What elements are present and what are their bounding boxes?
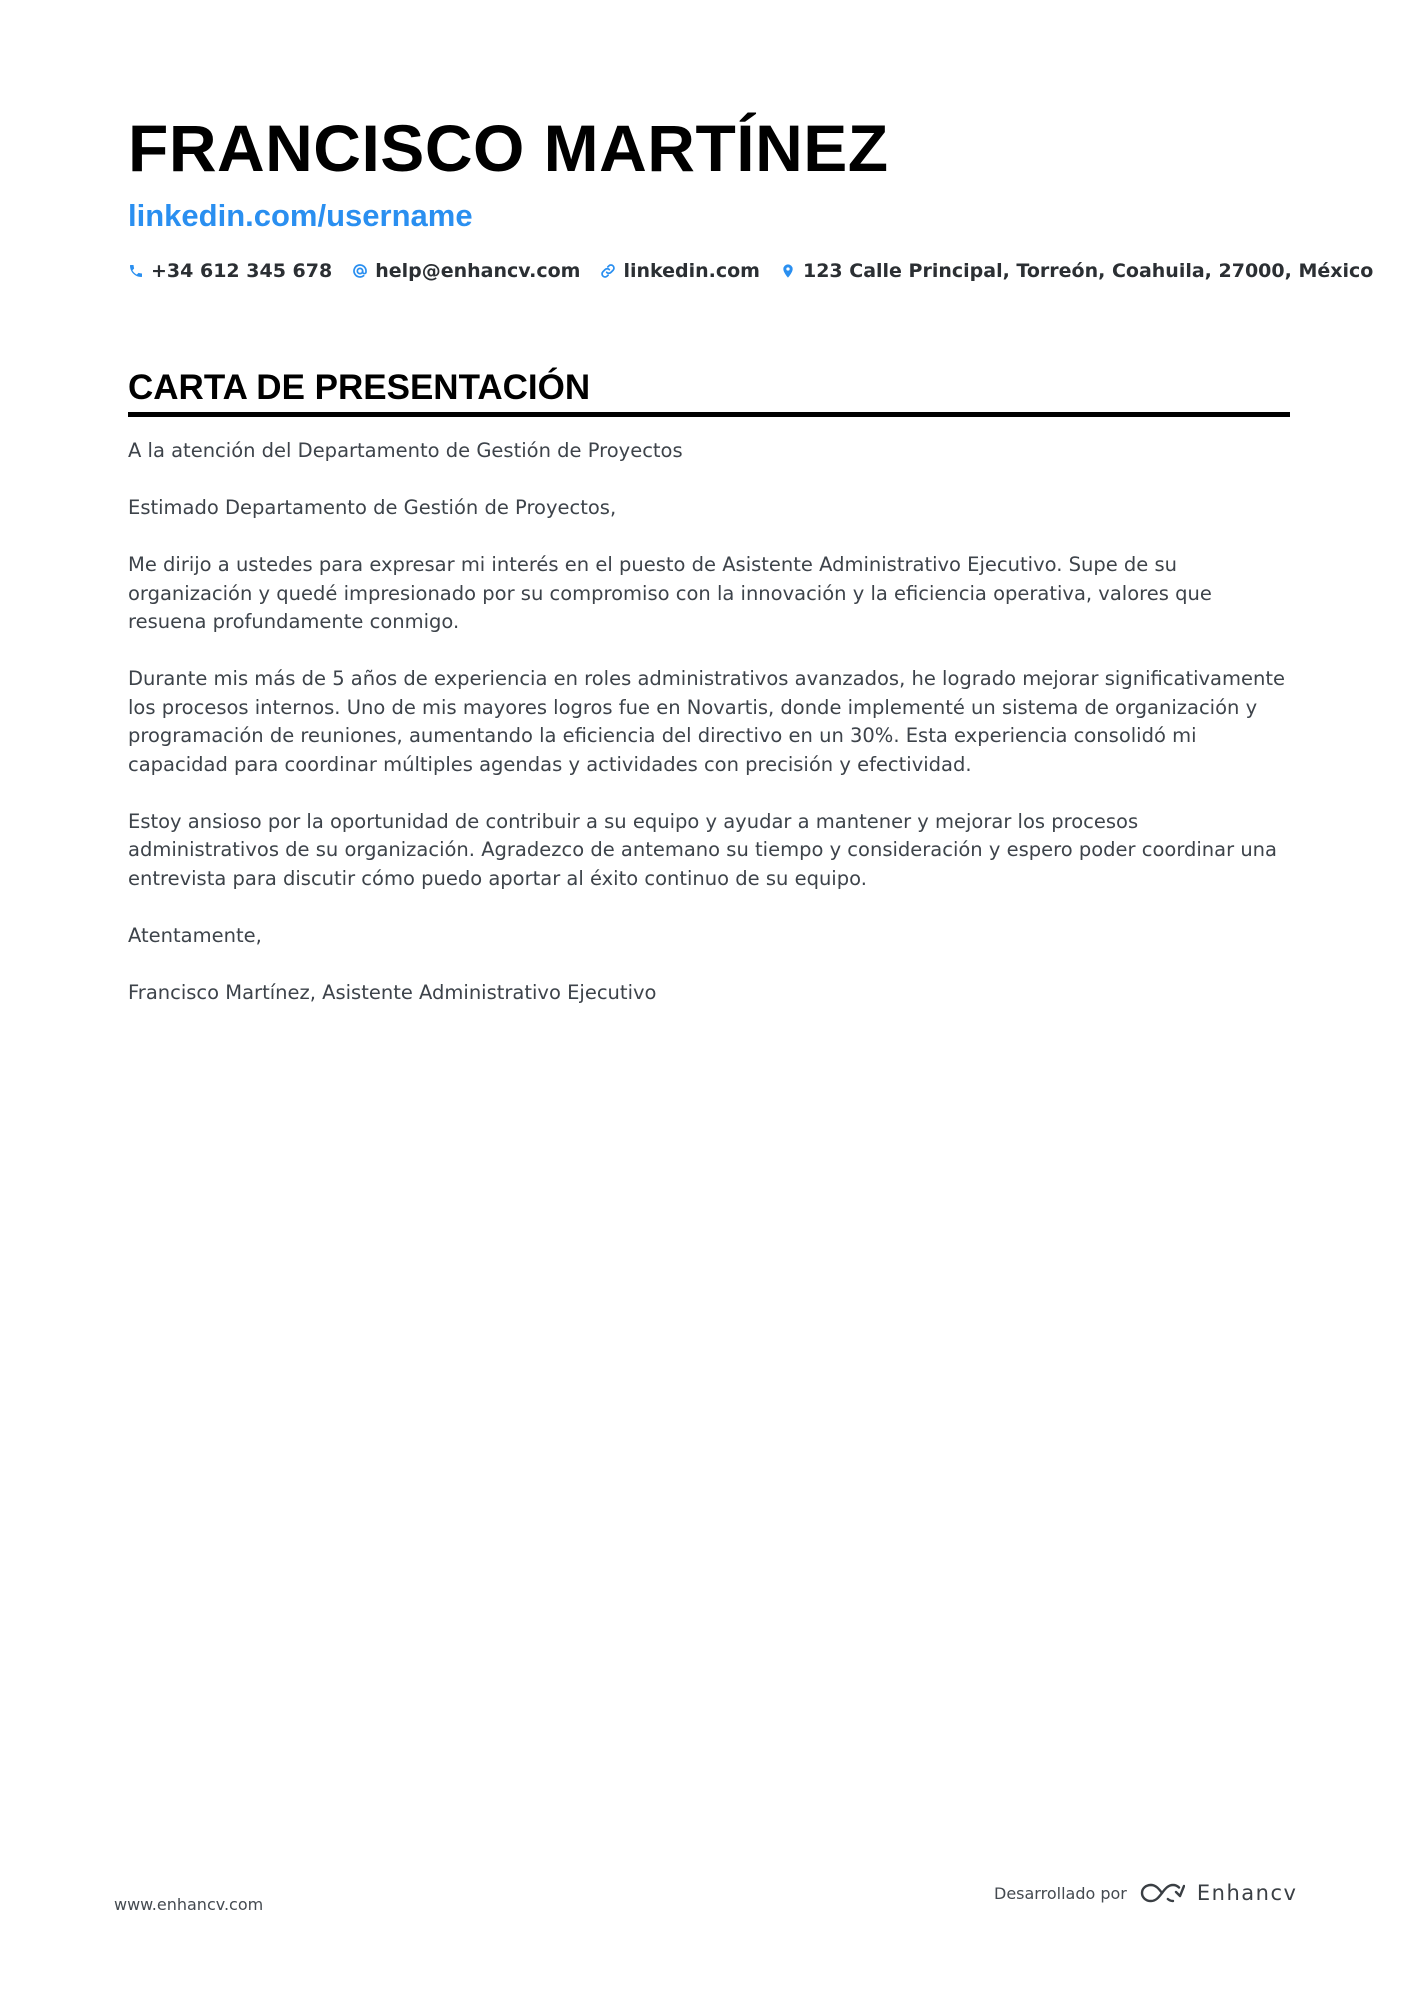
letter-body (128, 437, 1290, 1007)
at-icon (352, 263, 368, 279)
enhancv-logo-icon (1139, 1880, 1185, 1906)
letter-attention: A la atención del Departamento de Gestión de Proyectos (128, 439, 683, 462)
footer-website[interactable]: www.enhancv.com (114, 1895, 264, 1914)
contact-address (780, 260, 1373, 282)
phone-icon (128, 263, 144, 279)
contact-linkedin[interactable] (600, 260, 760, 282)
cover-letter-section (128, 366, 1290, 1036)
letter-closing: Atentamente, (128, 923, 262, 947)
applicant-name: FRANCISCO MARTÍNEZ (128, 111, 889, 185)
profile-link[interactable]: linkedin.com/username (128, 198, 473, 233)
contact-address-text: 123 Calle Principal, Torreón, Coahuila, 27000, México (802, 260, 1374, 282)
brand-logo[interactable] (1139, 1880, 1298, 1906)
brand-name: Enhancv (1196, 1881, 1298, 1905)
contact-linkedin-text: linkedin.com (623, 260, 760, 282)
letter-paragraph: Estoy ansioso por la oportunidad de contribuir a su equipo y ayudar a mantener y mejorar los procesos administrativos de su organización. Agradezco de antemano su tiempo y consideración y espero poder coordinar una entrevista para discutir cómo puedo aportar al éxito continuo de su equipo. (128, 809, 1277, 890)
letter-signature: Francisco Martínez, Asistente Administrativo Ejecutivo (128, 980, 657, 1004)
section-title: CARTA DE PRESENTACIÓN (128, 366, 1290, 417)
contact-phone[interactable] (128, 260, 332, 282)
location-pin-icon (780, 263, 796, 279)
header (128, 108, 1374, 282)
powered-by-label: Desarrollado por (994, 1883, 1127, 1903)
link-icon (600, 263, 616, 279)
letter-paragraph: Durante mis más de 5 años de experiencia en roles administrativos avanzados, he logrado mejorar significativamente los procesos internos. Uno de mis mayores logros fue en Novartis, donde implementé un sistema de organización y programación de reuniones, aumentando la eficiencia del directivo en un 30%. Esta experiencia consolidó mi capacidad para coordinar múltiples agendas y actividades con precisión y efectividad. (128, 667, 1285, 776)
contact-phone-text: +34 612 345 678 (151, 260, 333, 282)
contact-email[interactable] (352, 260, 580, 282)
contact-email-text: help@enhancv.com (375, 260, 581, 282)
footer-branding (994, 1880, 1297, 1906)
letter-paragraph: Me dirijo a ustedes para expresar mi interés en el puesto de Asistente Administrativo Ejecutivo. Supe de su organización y quedé impresionado por su compromiso con la innovación y la eficiencia operativa, valores que resuena profundamente conmigo. (128, 553, 1212, 633)
contact-bar (128, 260, 1374, 282)
letter-greeting: Estimado Departamento de Gestión de Proyectos, (128, 496, 617, 519)
